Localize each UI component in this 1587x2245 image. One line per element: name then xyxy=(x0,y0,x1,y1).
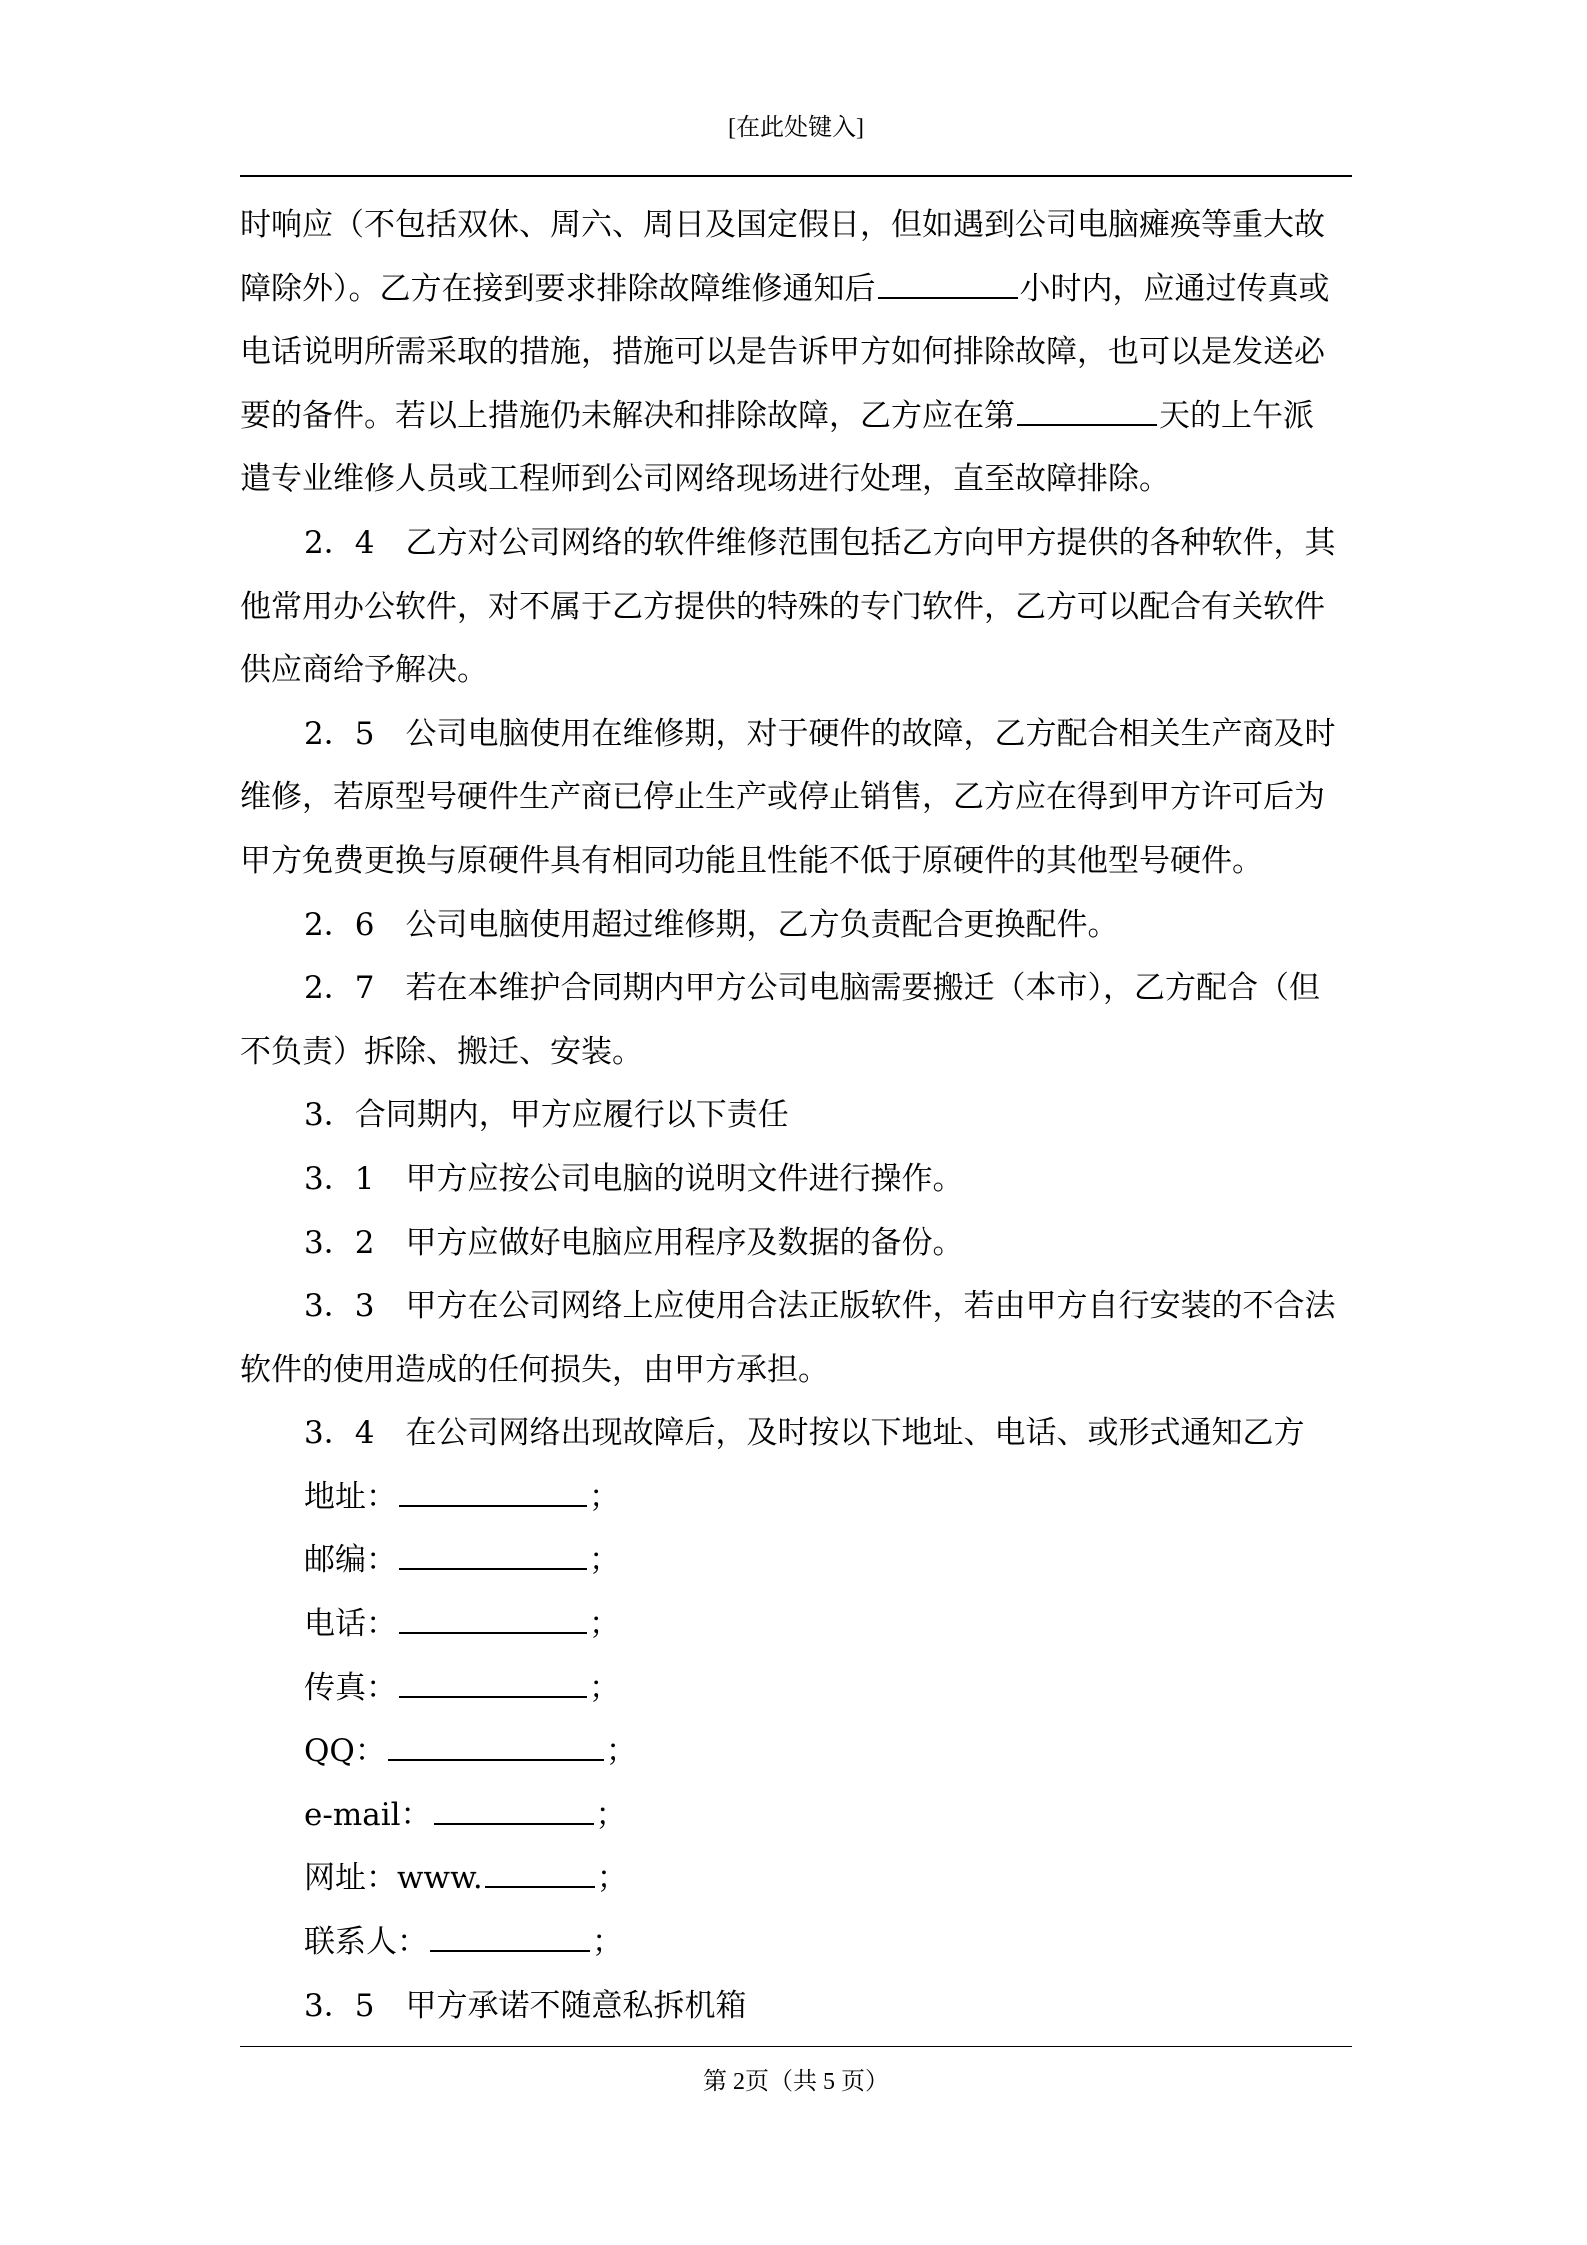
paragraph-line: 不负责）拆除、搬迁、安装。 xyxy=(240,1033,643,1070)
field-end: ； xyxy=(605,1733,637,1770)
field-end: ； xyxy=(595,1796,627,1833)
field-label: e-mail： xyxy=(304,1796,432,1833)
contact-field-phone xyxy=(240,1593,1352,1657)
clause-2-6: 2．6 公司电脑使用超过维修期，乙方负责配合更换配件。 xyxy=(304,906,1119,943)
fill-in-blank xyxy=(434,1785,594,1825)
field-label: 联系人： xyxy=(304,1924,428,1961)
paragraph-line: 供应商给予解决。 xyxy=(240,652,488,689)
document-body xyxy=(240,194,1352,2038)
fill-in-blank xyxy=(430,1912,590,1952)
clause-2-5: 2．5 公司电脑使用在维修期，对于硬件的故障，乙方配合相关生产商及时 xyxy=(304,715,1336,752)
contact-field-qq xyxy=(240,1720,1352,1784)
field-end: ； xyxy=(589,1669,620,1706)
contact-field-email xyxy=(240,1784,1352,1848)
field-end: ； xyxy=(589,1542,620,1579)
paragraph-line: 电话说明所需采取的措施，措施可以是告诉甲方如何排除故障，也可以是发送必 xyxy=(240,334,1325,371)
fill-in-blank xyxy=(399,1594,587,1634)
paragraph-line: 甲方免费更换与原硬件具有相同功能且性能不低于原硬件的其他型号硬件。 xyxy=(240,842,1263,879)
field-end: ； xyxy=(596,1860,628,1897)
paragraph-line xyxy=(240,385,1352,449)
text-run: 小时内，应通过传真或 xyxy=(1019,270,1330,307)
fill-in-blank xyxy=(399,1658,587,1698)
field-label: 电话： xyxy=(304,1606,397,1643)
page-header: [在此处键入] xyxy=(728,115,864,141)
header-rule xyxy=(240,175,1352,177)
contact-field-contact-person xyxy=(240,1911,1352,1975)
section-3-heading: 3．合同期内，甲方应履行以下责任 xyxy=(304,1097,789,1134)
contact-field-fax xyxy=(240,1657,1352,1721)
fill-in-blank xyxy=(388,1721,604,1761)
fill-in-blank xyxy=(1017,386,1157,426)
paragraph-line: 软件的使用造成的任何损失，由甲方承担。 xyxy=(240,1351,829,1388)
clause-2-7: 2．7 若在本维护合同期内甲方公司电脑需要搬迁（本市），乙方配合（但 xyxy=(304,970,1320,1007)
clause-3-5: 3．5 甲方承诺不随意私拆机箱 xyxy=(304,1987,747,2024)
fill-in-blank xyxy=(485,1848,595,1888)
field-label: 地址： xyxy=(304,1478,397,1515)
paragraph-line: 时响应（不包括双休、周六、周日及国定假日，但如遇到公司电脑瘫痪等重大故 xyxy=(240,207,1325,243)
text-run: 障除外）。乙方在接到要求排除故障维修通知后 xyxy=(240,270,876,307)
clause-3-2: 3．2 甲方应做好电脑应用程序及数据的备份。 xyxy=(304,1224,964,1261)
text-run: 天的上午派 xyxy=(1159,397,1314,434)
clause-3-1: 3．1 甲方应按公司电脑的说明文件进行操作。 xyxy=(304,1160,964,1197)
field-label: 邮编： xyxy=(304,1542,397,1579)
fill-in-blank xyxy=(878,259,1018,299)
field-label: 传真： xyxy=(304,1669,397,1706)
contact-field-address xyxy=(240,1466,1352,1530)
field-label: 网址：www. xyxy=(304,1860,483,1897)
text-run: 要的备件。若以上措施仍未解决和排除故障，乙方应在第 xyxy=(240,397,1015,434)
paragraph-line: 他常用办公软件，对不属于乙方提供的特殊的专门软件，乙方可以配合有关软件 xyxy=(240,588,1325,625)
field-label: QQ： xyxy=(304,1733,386,1770)
fill-in-blank xyxy=(399,1530,587,1570)
paragraph-line xyxy=(240,258,1352,322)
field-end: ； xyxy=(592,1924,623,1961)
contact-field-website xyxy=(240,1847,1352,1911)
field-end: ； xyxy=(589,1478,620,1515)
paragraph-line: 遣专业维修人员或工程师到公司网络现场进行处理，直至故障排除。 xyxy=(240,461,1170,498)
clause-3-4: 3．4 在公司网络出现故障后，及时按以下地址、电话、或形式通知乙方 xyxy=(304,1415,1305,1452)
footer-rule xyxy=(240,2046,1352,2047)
fill-in-blank xyxy=(399,1467,587,1507)
field-end: ； xyxy=(589,1606,620,1643)
clause-2-4: 2．4 乙方对公司网络的软件维修范围包括乙方向甲方提供的各种软件，其 xyxy=(304,524,1336,561)
clause-3-3: 3．3 甲方在公司网络上应使用合法正版软件，若由甲方自行安装的不合法 xyxy=(304,1288,1336,1325)
page-number-footer: 第 2页（共 5 页） xyxy=(703,2069,889,2095)
paragraph-line: 维修，若原型号硬件生产商已停止生产或停止销售，乙方应在得到甲方许可后为 xyxy=(240,779,1325,816)
contact-field-postcode xyxy=(240,1529,1352,1593)
